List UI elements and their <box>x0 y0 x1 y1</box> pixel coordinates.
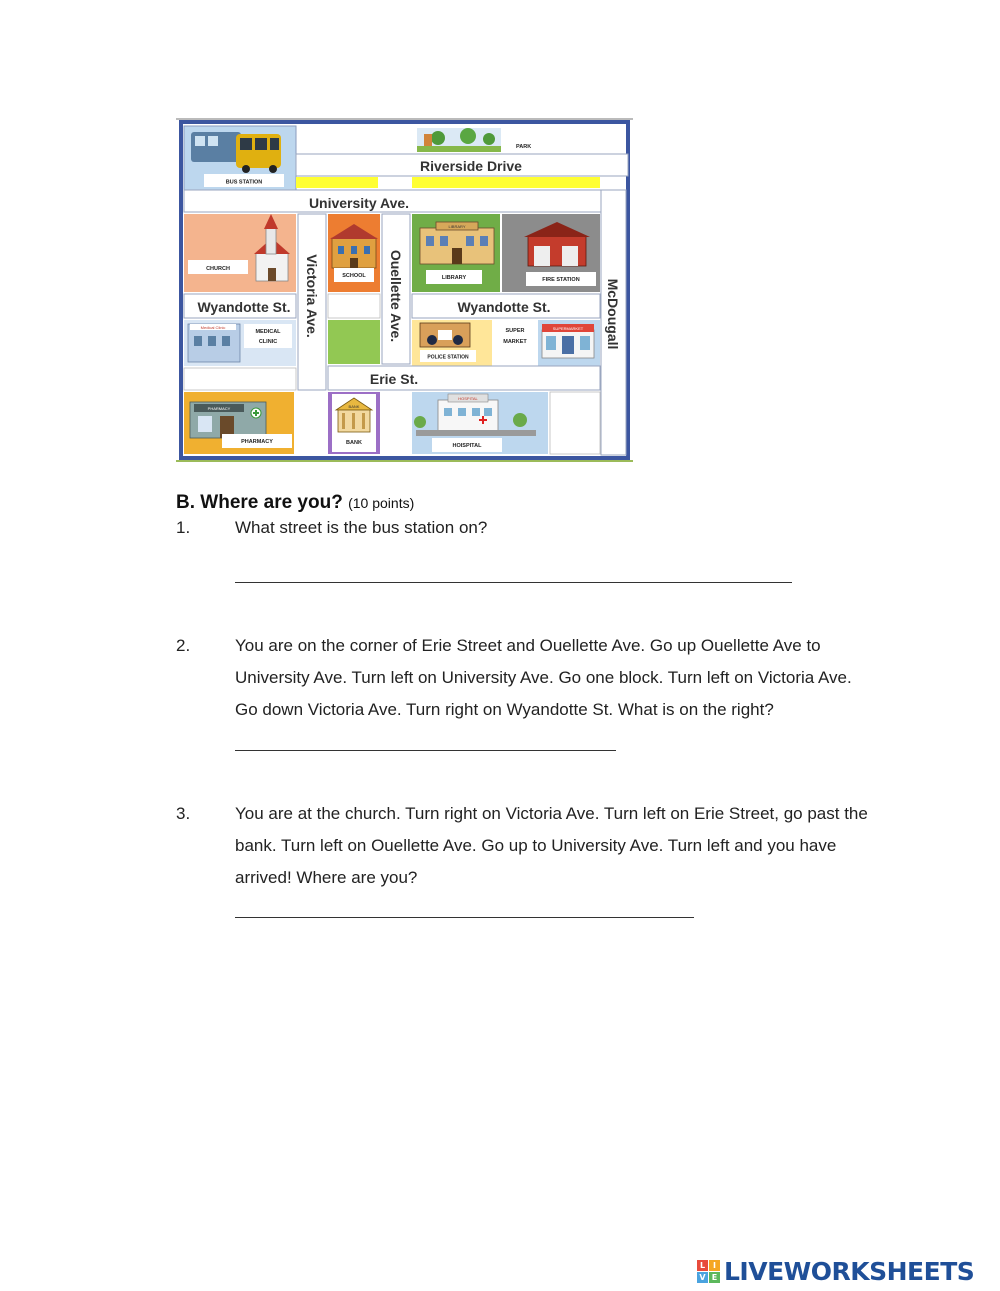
logo-word: LIVEWORKSHEETS <box>724 1256 975 1286</box>
section-title-text: B. Where are you? <box>176 492 343 513</box>
police-station-icon <box>420 323 470 347</box>
supermarket-icon <box>542 324 594 358</box>
bus-station-label: BUS STATION <box>225 179 263 186</box>
victoria-ave-label: Victoria Ave. <box>304 254 320 338</box>
bank-sign: BANK <box>348 404 360 409</box>
hospital-sign: HOSPITAL <box>458 396 478 401</box>
pharmacy-label: PHARMACY <box>241 439 273 445</box>
super-market-label-2: MARKET <box>503 339 527 345</box>
medical-clinic-label-2: CLINIC <box>258 339 278 345</box>
liveworksheets-logo <box>697 1256 974 1286</box>
logo-square-i: I <box>709 1260 720 1271</box>
town-map <box>176 118 633 463</box>
answer-line-2[interactable] <box>235 750 616 751</box>
question-text: You are at the church. Turn right on Victoria Ave. Turn left on Erie Street, go past the bank. Turn left on Ouellette Ave. Go up to University Ave. Turn left and you have arrived! Where are you? <box>235 804 868 887</box>
fire-station-label: FIRE STATION <box>542 277 580 283</box>
supermarket-sign: SUPERMARKET <box>552 326 584 331</box>
park-label: PARK <box>516 144 532 150</box>
question-number: 1. <box>176 518 191 537</box>
logo-square-l: L <box>697 1260 708 1271</box>
riverside-drive-label: Riverside Drive <box>420 158 522 174</box>
super-market-label-1: SUPER <box>505 328 525 334</box>
question-number: 3. <box>176 804 191 823</box>
answer-line-3[interactable] <box>235 917 694 918</box>
wyandotte-st-left-label: Wyandotte St. <box>197 299 291 315</box>
school-label: SCHOOL <box>342 273 366 279</box>
medical-clinic-sign: Medical Clinic <box>200 325 226 330</box>
logo-square-e: E <box>709 1272 720 1283</box>
library-icon <box>420 222 494 264</box>
hospital-label: HOISPITAL <box>452 443 482 449</box>
police-station-label: POLICE STATION <box>427 354 469 361</box>
wyandotte-st-right-label: Wyandotte St. <box>457 299 551 315</box>
library-sign: LIBRARY <box>448 224 466 229</box>
church-label: CHURCH <box>206 266 230 272</box>
question-text: What street is the bus station on? <box>235 518 488 537</box>
ouellette-ave-label: Ouellette Ave. <box>388 249 404 343</box>
logo-square-v: V <box>697 1272 708 1283</box>
bank-label: BANK <box>346 440 362 446</box>
erie-st-label: Erie St. <box>369 371 419 387</box>
pharmacy-sign: PHARMACY <box>207 406 231 411</box>
answer-line-1[interactable] <box>235 582 792 583</box>
pharmacy-icon <box>190 402 266 438</box>
section-points: (10 points) <box>348 495 415 511</box>
logo-squares-icon <box>697 1260 720 1283</box>
medical-clinic-icon <box>188 324 240 362</box>
mcdougall-label: McDougall <box>605 278 621 350</box>
medical-clinic-label-1: MEDICAL <box>255 329 281 335</box>
question-text: You are on the corner of Erie Street and Ouellette Ave. Go up Ouellette Ave to University Ave. Turn left on University Ave. Go one block. Turn left on Victoria Ave. Go down Victoria Ave. Turn right on Wyandotte St. What is on the right? <box>235 636 852 719</box>
section-title <box>176 492 414 514</box>
university-ave-label: University Ave. <box>308 195 410 211</box>
question-number: 2. <box>176 636 191 655</box>
library-label: LIBRARY <box>441 275 467 281</box>
